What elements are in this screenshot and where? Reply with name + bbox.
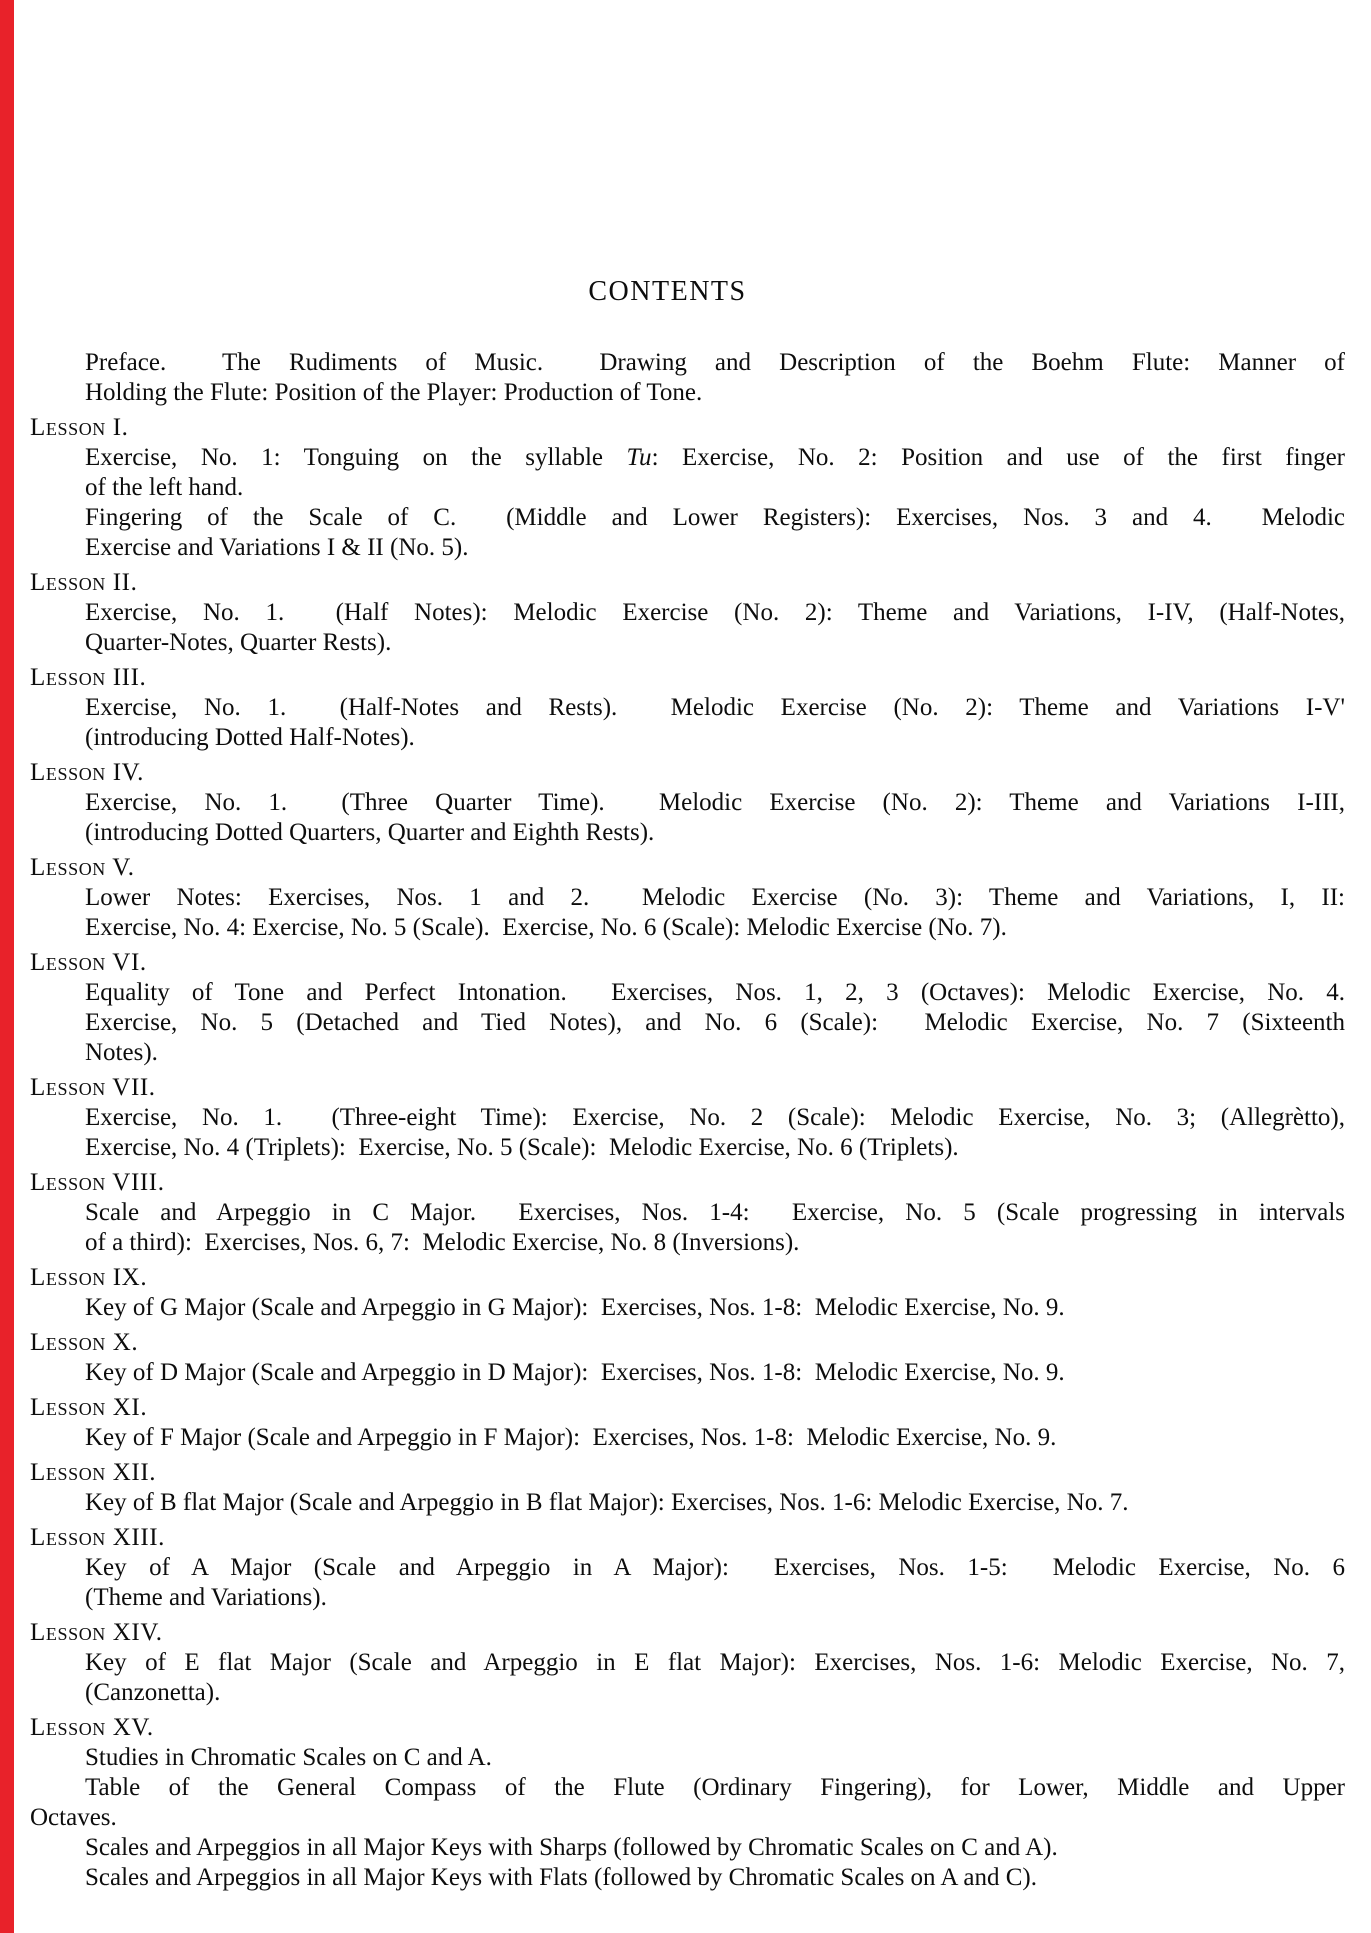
toc-paragraph xyxy=(85,1553,1345,1613)
toc-paragraph xyxy=(85,1648,1345,1708)
toc-paragraph xyxy=(85,1863,1345,1893)
toc-line: Exercise and Variations I & II (No. 5). xyxy=(85,534,469,561)
lesson-heading: Lesson XIII. xyxy=(30,1524,166,1551)
toc-line: Key of B flat Major (Scale and Arpeggio in B flat Major): Exercises, Nos. 1-6: Melodic Exercise, No. 7. xyxy=(85,1489,1129,1516)
toc-line: Scales and Arpeggios in all Major Keys with Sharps (followed by Chromatic Scales on C and A). xyxy=(85,1834,1058,1861)
lesson-heading: Lesson XV. xyxy=(30,1714,154,1741)
toc-line: Scales and Arpeggios in all Major Keys with Flats (followed by Chromatic Scales on A and C). xyxy=(85,1864,1037,1891)
lesson-heading: Lesson VI. xyxy=(30,949,147,976)
toc-line: Exercise, No. 1. (Three-eight Time): Exercise, No. 2 (Scale): Melodic Exercise, No. 3; (Allegrètto), xyxy=(85,1104,1345,1131)
toc-line: Equality of Tone and Perfect Intonation. Exercises, Nos. 1, 2, 3 (Octaves): Melodic Exercise, No. 4. xyxy=(85,979,1345,1006)
lesson-heading: Lesson V. xyxy=(30,854,135,881)
toc-paragraph xyxy=(30,1773,1345,1833)
toc-line: (Canzonetta). xyxy=(85,1679,221,1706)
toc-line: Lower Notes: Exercises, Nos. 1 and 2. Melodic Exercise (No. 3): Theme and Variations, I, II: xyxy=(85,884,1345,911)
toc-paragraph xyxy=(85,1833,1345,1863)
toc-line xyxy=(85,443,1345,473)
toc-line: (introducing Dotted Half-Notes). xyxy=(85,724,415,751)
lesson-heading: Lesson I. xyxy=(30,414,129,441)
toc-line: (introducing Dotted Quarters, Quarter and Eighth Rests). xyxy=(85,819,655,846)
lesson-heading: Lesson XII. xyxy=(30,1459,157,1486)
toc-line: Exercise, No. 1. (Three Quarter Time). Melodic Exercise (No. 2): Theme and Variations I-III, xyxy=(85,789,1345,816)
toc-line: Studies in Chromatic Scales on C and A. xyxy=(85,1744,492,1771)
text-segment: : Exercise, No. 2: Position and use of the first finger xyxy=(651,444,1345,471)
lesson-heading: Lesson VIII. xyxy=(30,1169,165,1196)
toc-line: Key of D Major (Scale and Arpeggio in D Major): Exercises, Nos. 1-8: Melodic Exercise, No. 9. xyxy=(85,1359,1065,1386)
toc-paragraph xyxy=(85,443,1345,503)
page-title: CONTENTS xyxy=(588,276,747,307)
toc-paragraph xyxy=(85,348,1345,408)
toc-paragraph xyxy=(85,1198,1345,1258)
toc-line: Key of A Major (Scale and Arpeggio in A Major): Exercises, Nos. 1-5: Melodic Exercise, No. 6 xyxy=(85,1554,1345,1581)
toc-line: Exercise, No. 1. (Half Notes): Melodic Exercise (No. 2): Theme and Variations, I-IV, (Half-Notes, xyxy=(85,599,1345,626)
toc-line: Fingering of the Scale of C. (Middle and Lower Registers): Exercises, Nos. 3 and 4. Melodic xyxy=(85,504,1345,531)
toc-line: Quarter-Notes, Quarter Rests). xyxy=(85,629,392,656)
toc-paragraph xyxy=(85,1488,1345,1518)
toc-line: of a third): Exercises, Nos. 6, 7: Melodic Exercise, No. 8 (Inversions). xyxy=(85,1229,800,1256)
toc-paragraph xyxy=(85,978,1345,1068)
lesson-heading: Lesson VII. xyxy=(30,1074,156,1101)
lesson-heading: Lesson III. xyxy=(30,664,147,691)
lesson-heading: Lesson IV. xyxy=(30,759,144,786)
toc-paragraph xyxy=(85,1743,1345,1773)
toc-line: Key of E flat Major (Scale and Arpeggio in E flat Major): Exercises, Nos. 1-6: Melodic Exercise, No. 7, xyxy=(85,1649,1345,1676)
toc-line: (Theme and Variations). xyxy=(85,1584,327,1611)
lesson-heading: Lesson II. xyxy=(30,569,138,596)
toc-paragraph xyxy=(85,1293,1345,1323)
toc-paragraph xyxy=(85,503,1345,563)
lesson-heading: Lesson IX. xyxy=(30,1264,148,1291)
toc-line: Table of the General Compass of the Flute (Ordinary Fingering), for Lower, Middle and Upper xyxy=(85,1774,1345,1801)
toc-line: Preface. The Rudiments of Music. Drawing and Description of the Boehm Flute: Manner of xyxy=(85,349,1345,376)
lesson-heading: Lesson XIV. xyxy=(30,1619,163,1646)
toc-line: Key of F Major (Scale and Arpeggio in F Major): Exercises, Nos. 1-8: Melodic Exercise, No. 9. xyxy=(85,1424,1057,1451)
toc-line: Exercise, No. 4 (Triplets): Exercise, No. 5 (Scale): Melodic Exercise, No. 6 (Triplets). xyxy=(85,1134,959,1161)
toc-line: of the left hand. xyxy=(85,474,244,501)
toc-line: Scale and Arpeggio in C Major. Exercises, Nos. 1-4: Exercise, No. 5 (Scale progressing in intervals xyxy=(85,1199,1345,1226)
toc-line: Exercise, No. 4: Exercise, No. 5 (Scale). Exercise, No. 6 (Scale): Melodic Exercise (No. 7). xyxy=(85,914,1007,941)
lesson-heading: Lesson XI. xyxy=(30,1394,148,1421)
scan-edge-red-strip xyxy=(0,0,14,1933)
text-segment: Exercise, No. 1: Tonguing on the syllable xyxy=(85,444,627,471)
toc-paragraph xyxy=(85,788,1345,848)
toc-line: Octaves. xyxy=(30,1804,117,1831)
toc-paragraph xyxy=(85,598,1345,658)
toc-paragraph xyxy=(85,693,1345,753)
toc-line: Exercise, No. 5 (Detached and Tied Notes), and No. 6 (Scale): Melodic Exercise, No. 7 (Sixteenth xyxy=(85,1009,1345,1036)
toc-line: Exercise, No. 1. (Half-Notes and Rests). Melodic Exercise (No. 2): Theme and Variations I-V' xyxy=(85,694,1345,721)
toc-paragraph xyxy=(85,1423,1345,1453)
italic-term: Tu xyxy=(626,444,652,471)
toc-line: Notes). xyxy=(85,1039,158,1066)
toc-paragraph xyxy=(85,883,1345,943)
lesson-heading: Lesson X. xyxy=(30,1329,139,1356)
toc-line: Key of G Major (Scale and Arpeggio in G Major): Exercises, Nos. 1-8: Melodic Exercise, No. 9. xyxy=(85,1294,1065,1321)
toc-paragraph xyxy=(85,1358,1345,1388)
toc-line: Holding the Flute: Position of the Player: Production of Tone. xyxy=(85,379,703,406)
toc-paragraph xyxy=(85,1103,1345,1163)
contents-list xyxy=(30,348,1345,1893)
